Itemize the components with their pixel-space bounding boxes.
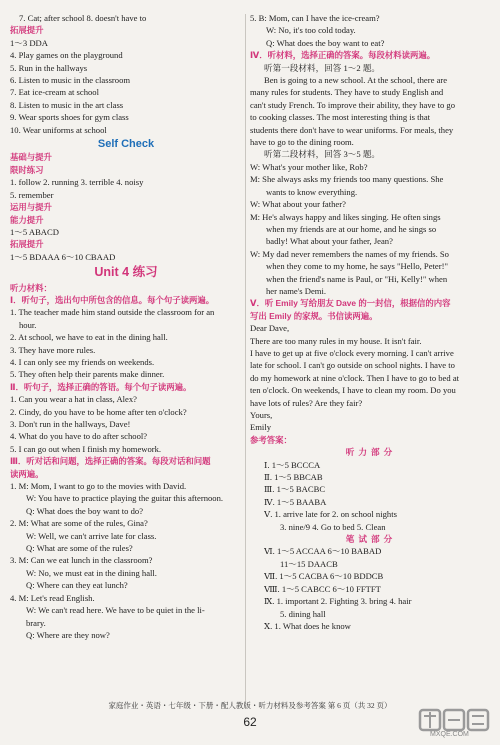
answer-line: 5. Run in the hallways (10, 62, 88, 73)
reference-answers-heading: 参考答案： (250, 434, 292, 445)
dialogue-line: W: Well, we can't arrive late for class. (26, 530, 157, 541)
text-line: 听第一段材料，回答 1～2 题。 (264, 62, 381, 73)
section-heading: Ⅰ．听句子，选出句中所包含的信息。每个句子读两遍。 (10, 294, 215, 305)
text-line: can't study French. To improve their ability, they have to go (250, 99, 456, 110)
dialogue-line: wants to know everything. (266, 186, 358, 197)
answer-line: Ⅸ. 1. important 2. Fighting 3. bring 4. hair (264, 596, 412, 607)
text-line: 4. I can only see my friends on weekends. (10, 356, 155, 367)
dialogue-line: M: He's always happy and likes singing. He often sings (250, 211, 441, 222)
text-line: 4. What do you have to do after school? (10, 431, 148, 442)
answer-line: Ⅵ. 1～5 ACCAA 6～10 BABAD (264, 546, 382, 557)
answer-line: 4. Play games on the playground (10, 50, 123, 61)
listening-material-heading: 听力材料： (10, 282, 52, 293)
text-line: 听第二段材料，回答 3～5 题。 (264, 149, 381, 160)
section-label: 运用与提升 (10, 202, 52, 213)
answer-line: 1～5 ABACD (10, 226, 59, 237)
dialogue-line: W: We can't read here. We have to be quiet in the li- (26, 605, 205, 616)
text-line: students there don't have to wear uniforms. For meals, they (250, 124, 454, 135)
text-line: 5. I can go out when I finish my homework. (10, 443, 162, 454)
text-line: 2. At school, we have to eat in the dining hall. (10, 332, 168, 343)
letter-line: I have to get up at five o'clock every morning. I can't arrive (250, 347, 454, 358)
letter-line: ten o'clock. On weekends, I have to clean my room. Do you (250, 385, 456, 396)
text-line: 2. Cindy, do you have to be home after ten o'clock? (10, 406, 187, 417)
section-label: 拓展提升 (10, 25, 44, 36)
answer-line: Ⅴ. 1. arrive late for 2. on school nights (264, 509, 397, 520)
answer-line: Ⅳ. 1～5 BAABA (264, 496, 327, 507)
answer-line: 9. Wear sports shoes for gym class (10, 112, 129, 123)
dialogue-line: W: What's your mother like, Rob? (250, 161, 368, 172)
dialogue-line: when they come to my home, he says "Hello, Peter!" (266, 261, 448, 272)
text-line: to cooking classes. The most interesting thing is that (250, 112, 431, 123)
answer-line: 5. dining hall (280, 608, 326, 619)
left-column (10, 12, 242, 641)
dialogue-line: M: She always asks my friends too many questions. She (250, 174, 444, 185)
text-line: 5. They often help their parents make dinner. (10, 369, 165, 380)
section-heading: Ⅴ．听 Emily 写给朋友 Dave 的一封信，根据信的内容 (250, 298, 451, 309)
section-heading: Ⅲ．听对话和问题，选择正确的答案。每段对话和问题 (10, 456, 211, 467)
dialogue-line: her name's Demi. (266, 285, 327, 296)
answer-line: 1. follow 2. running 3. terrible 4. noisy (10, 177, 144, 188)
text-line: many rules for students. They have to study English and (250, 87, 444, 98)
dialogue-line: Q: Where can they eat lunch? (26, 580, 128, 591)
dialogue-line: brary. (26, 617, 46, 628)
letter-line: late for school. I can't go outside on school nights. I have to (250, 360, 455, 371)
dialogue-line: 1. M: Mom, I want to go to the movies with David. (10, 481, 187, 492)
answer-line: Ⅰ. 1～5 BCCCA (264, 459, 321, 470)
answer-line: Ⅲ. 1～5 BACBC (264, 484, 326, 495)
dialogue-line: when the friend's name is Paul, or "Hi, Kelly!" when (266, 273, 448, 284)
right-column (250, 12, 492, 632)
text-line: 3. They have more rules. (10, 344, 96, 355)
dialogue-line: W: My dad never remembers the names of my friends. So (250, 248, 449, 259)
text-line: have to go to the dining room. (250, 137, 354, 148)
text-line: 1. The teacher made him stand outside the classroom for an (10, 307, 215, 318)
dialogue-line: Q: What are some of the rules? (26, 543, 133, 554)
section-heading: 读两遍。 (10, 468, 44, 479)
dialogue-line: Q: What does the boy want to do? (26, 505, 144, 516)
section-label: 能力提升 (10, 214, 44, 225)
letter-line: Dear Dave, (250, 323, 290, 334)
answer-line: Ⅱ. 1～5 BBCAB (264, 472, 323, 483)
written-part-heading: 笔试部分 (345, 534, 397, 545)
section-label: 拓展提升 (10, 239, 44, 250)
dialogue-line: W: You have to practice playing the guitar this afternoon. (26, 493, 224, 504)
dialogue-line: badly! What about your father, Jean? (266, 236, 393, 247)
section-label: 限时练习 (10, 164, 44, 175)
answer-line: 10. Wear uniforms at school (10, 124, 107, 135)
dialogue-line: 2. M: What are some of the rules, Gina? (10, 518, 148, 529)
dialogue-line: W: No, it's too cold today. (266, 25, 356, 36)
answer-line: 11～15 DAACB (280, 558, 338, 569)
listening-part-heading: 听力部分 (345, 447, 397, 458)
answer-line: 7. Eat ice-cream at school (10, 87, 99, 98)
section-heading: 写出 Emily 的家规。书信读两遍。 (250, 310, 378, 321)
text-line: 3. Don't run in the hallways, Dave! (10, 419, 131, 429)
answer-line: 5. remember (10, 189, 54, 200)
dialogue-line: W: What about your father? (250, 199, 346, 210)
letter-line: There are too many rules in my house. It isn't fair. (250, 335, 422, 346)
letter-line: do my homework at nine o'clock. Then I have to go to bed at (250, 372, 460, 383)
page-number: 62 (243, 715, 257, 729)
dialogue-line: 5. B: Mom, can I have the ice-cream? (250, 13, 380, 23)
answer-line: 1～3 DDA (10, 37, 48, 48)
page-footer: 家庭作业・英语・七年级・下册・配人教版・听力材料及参考答案 第 6 页（共 32 页） (108, 701, 392, 710)
answer-line: 8. Listen to music in the art class (10, 99, 124, 110)
text-line: hour. (19, 319, 37, 330)
dialogue-line: 4. M: Let's read English. (10, 592, 95, 603)
letter-line: have lots of rules? Are they fair? (250, 397, 363, 408)
dialogue-line: Q: Where are they now? (26, 629, 110, 640)
answer-line: Ⅷ. 1～5 CABCC 6～10 FFTFT (264, 583, 381, 594)
answer-line: Ⅶ. 1～5 CACBA 6～10 BDDCB (264, 571, 384, 582)
section-heading: Ⅱ．听句子，选择正确的答语。每个句子读两遍。 (10, 381, 192, 392)
letter-line: Emily (250, 422, 272, 433)
text-line: Ben is going to a new school. At the school, there are (264, 75, 448, 86)
dialogue-line: 3. M: Can we eat lunch in the classroom? (10, 555, 153, 566)
self-check-heading: Self Check (97, 138, 155, 151)
answer-line: 7. Cat; after school 8. doesn't have to (19, 13, 147, 23)
answer-line: 6. Listen to music in the classroom (10, 75, 131, 86)
answer-line: 1～5 BDAAA 6～10 CBAAD (10, 251, 116, 262)
column-divider (245, 14, 246, 702)
dialogue-line: W: No, we must eat in the dining hall. (26, 567, 157, 578)
dialogue-line: when my friends are at our home, and he sings so (266, 223, 437, 234)
section-label: 基础与提升 (10, 152, 52, 163)
letter-line: Yours, (250, 410, 273, 420)
unit-title: Unit 4 练习 (94, 265, 158, 280)
answer-line: Ⅹ. 1. What does he know (264, 620, 351, 631)
dialogue-line: Q: What does the boy want to eat? (266, 37, 385, 48)
section-heading: Ⅳ．听材料，选择正确的答案。每段材料读两遍。 (250, 50, 436, 61)
watermark-text: MXQE.COM (430, 731, 469, 738)
answer-line: 3. nine/9 4. Go to bed 5. Clean (280, 521, 386, 532)
text-line: 1. Can you wear a hat in class, Alex? (10, 394, 137, 405)
